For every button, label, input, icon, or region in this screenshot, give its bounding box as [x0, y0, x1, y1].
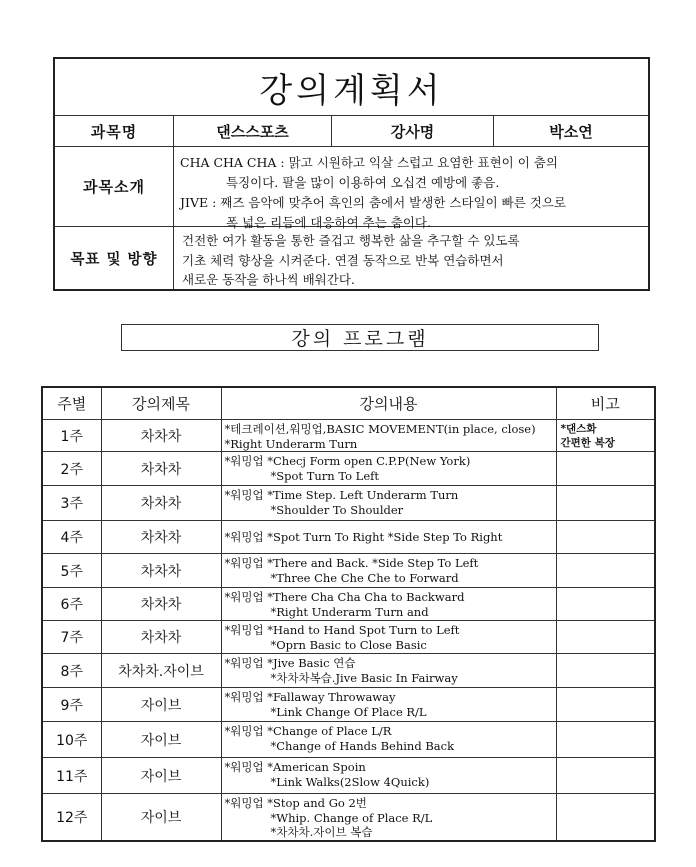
- lecture-content-cell: [221, 758, 556, 794]
- table-header-row: [42, 387, 655, 420]
- lecture-content-cell: [221, 486, 556, 521]
- content-line: *워밍업 *Checj Form open C.P.P(New York): [224, 454, 471, 468]
- lecture-content-cell: [221, 420, 556, 452]
- subject-label: 과목명: [90, 122, 138, 141]
- lecture-title-cell: 자이브: [101, 794, 221, 841]
- intro-label: 과목소개: [83, 178, 145, 196]
- lecture-title-cell: 차차차: [101, 621, 221, 654]
- content-line: *Whip. Change of Place R/L: [270, 810, 433, 825]
- lecture-content-cell: [221, 521, 556, 554]
- intro-line: CHA CHA CHA : 맑고 시원하고 익살 스럽고 요염한 표현이 이 춤의: [180, 155, 558, 170]
- lecture-title-cell: 자이브: [101, 758, 221, 794]
- week-cell: 8주: [42, 654, 101, 688]
- note-line: *댄스화: [560, 423, 597, 435]
- lecture-content-cell: [221, 452, 556, 486]
- goal-line: 새로운 동작을 하나씩 배워간다.: [182, 272, 355, 287]
- content-line: *차차차복습.Jive Basic In Fairway: [270, 670, 458, 685]
- note-cell: [556, 654, 655, 688]
- lecture-title-cell: 자이브: [101, 722, 221, 758]
- header-note: 비고: [556, 387, 655, 420]
- plan-title: 강의계획서: [259, 70, 444, 111]
- lecture-content-cell: [221, 621, 556, 654]
- content-line: *워밍업 *Stop and Go 2번: [224, 796, 367, 810]
- content-line: *워밍업 *Fallaway Throwaway: [224, 690, 396, 704]
- note-cell: [556, 621, 655, 654]
- table-row: [42, 621, 655, 654]
- course-plan-table: [53, 57, 650, 291]
- header-content: 강의내용: [221, 387, 556, 420]
- content-line: *Shoulder To Shoulder: [270, 502, 404, 517]
- content-line: *워밍업 *Spot Turn To Right *Side Step To Right: [224, 529, 503, 544]
- note-cell: [556, 452, 655, 486]
- intro-line: 특징이다. 팔을 많이 이용하여 오십견 예방에 좋음.: [226, 175, 500, 190]
- program-title: 강의 프로그램: [121, 324, 599, 351]
- content-line: *워밍업 *Hand to Hand Spot Turn to Left: [224, 623, 460, 637]
- table-row: [42, 554, 655, 588]
- week-cell: 1주: [42, 420, 101, 452]
- intro-line: 폭 넓은 리듬에 대응하여 추는 춤이다.: [226, 215, 431, 230]
- lecture-content-cell: [221, 688, 556, 722]
- table-row: [42, 521, 655, 554]
- note-cell: [556, 588, 655, 621]
- week-cell: 4주: [42, 521, 101, 554]
- note-cell: [556, 794, 655, 841]
- content-line: *워밍업 *Jive Basic 연습: [224, 656, 356, 670]
- intro-content: [173, 147, 648, 230]
- table-row: [42, 758, 655, 794]
- content-line: *Link Walks(2Slow 4Quick): [270, 774, 430, 789]
- week-cell: 2주: [42, 452, 101, 486]
- week-cell: 12주: [42, 794, 101, 841]
- goal-line: 기초 체력 향상을 시켜준다. 연결 동작으로 반복 연습하면서: [182, 252, 504, 268]
- content-line: *워밍업 *American Spoin: [224, 760, 366, 774]
- goal-line: 건전한 여가 활동을 통한 즐겁고 행복한 삶을 추구할 수 있도록: [182, 233, 520, 248]
- note-cell: [556, 722, 655, 758]
- lecture-title-cell: 차차차: [101, 588, 221, 621]
- header-title: 강의제목: [101, 387, 221, 420]
- subject-value: 댄스스포츠: [173, 116, 331, 146]
- content-line: *Oprn Basic to Close Basic: [270, 637, 427, 652]
- intro-line: JIVE : 째즈 음악에 맞추어 흑인의 춤에서 발생한 스타일이 빠른 것으로: [180, 195, 566, 210]
- note-cell: [556, 521, 655, 554]
- note-line: 간편한 복장: [560, 437, 615, 449]
- goal-content: [173, 227, 648, 289]
- content-line: *Right Underarm Turn: [224, 436, 358, 451]
- table-row: [42, 688, 655, 722]
- lecture-title-cell: 자이브: [101, 688, 221, 722]
- lecture-content-cell: [221, 722, 556, 758]
- content-line: *Spot Turn To Left: [270, 468, 380, 483]
- lecture-title-cell: 차차차: [101, 452, 221, 486]
- table-row: [42, 794, 655, 841]
- content-line: *차차차.자이브 복습: [270, 825, 373, 839]
- table-row: [42, 420, 655, 452]
- goal-label: 목표 및 방향: [70, 251, 158, 268]
- instructor-label: 강사명: [331, 116, 493, 146]
- week-cell: 6주: [42, 588, 101, 621]
- content-line: *Link Change Of Place R/L: [270, 704, 427, 719]
- content-line: *워밍업 *There Cha Cha Cha to Backward: [224, 590, 465, 604]
- note-cell: [556, 420, 655, 452]
- content-line: *Change of Hands Behind Back: [270, 738, 455, 753]
- table-row: [42, 588, 655, 621]
- content-line: *워밍업 *There and Back. *Side Step To Left: [224, 556, 479, 570]
- content-line: *Three Che Che Che to Forward: [270, 570, 459, 585]
- lecture-content-cell: [221, 554, 556, 588]
- note-cell: [556, 758, 655, 794]
- week-cell: 3주: [42, 486, 101, 521]
- lecture-content-cell: [221, 654, 556, 688]
- week-cell: 7주: [42, 621, 101, 654]
- lecture-title-cell: 차차차: [101, 554, 221, 588]
- table-row: [42, 452, 655, 486]
- content-line: *Right Underarm Turn and: [270, 604, 429, 619]
- lecture-title-cell: 차차차: [101, 420, 221, 452]
- content-line: *워밍업 *Change of Place L/R: [224, 724, 392, 738]
- table-row: [42, 722, 655, 758]
- lecture-title-cell: 차차차: [101, 521, 221, 554]
- lecture-content-cell: [221, 588, 556, 621]
- note-cell: [556, 554, 655, 588]
- week-cell: 11주: [42, 758, 101, 794]
- week-cell: 5주: [42, 554, 101, 588]
- lecture-content-cell: [221, 794, 556, 841]
- content-line: *워밍업 *Time Step. Left Underarm Turn: [224, 488, 459, 502]
- lecture-title-cell: 차차차.자이브: [101, 654, 221, 688]
- instructor-value: 박소연: [493, 116, 648, 146]
- lecture-title-cell: 차차차: [101, 486, 221, 521]
- note-cell: [556, 688, 655, 722]
- table-row: [42, 654, 655, 688]
- week-cell: 9주: [42, 688, 101, 722]
- content-line: *테크레이션,워밍업,BASIC MOVEMENT(in place, close): [224, 422, 536, 436]
- week-cell: 10주: [42, 722, 101, 758]
- weekly-program-table: [41, 386, 656, 842]
- header-week: 주별: [42, 387, 101, 420]
- note-cell: [556, 486, 655, 521]
- table-row: [42, 486, 655, 521]
